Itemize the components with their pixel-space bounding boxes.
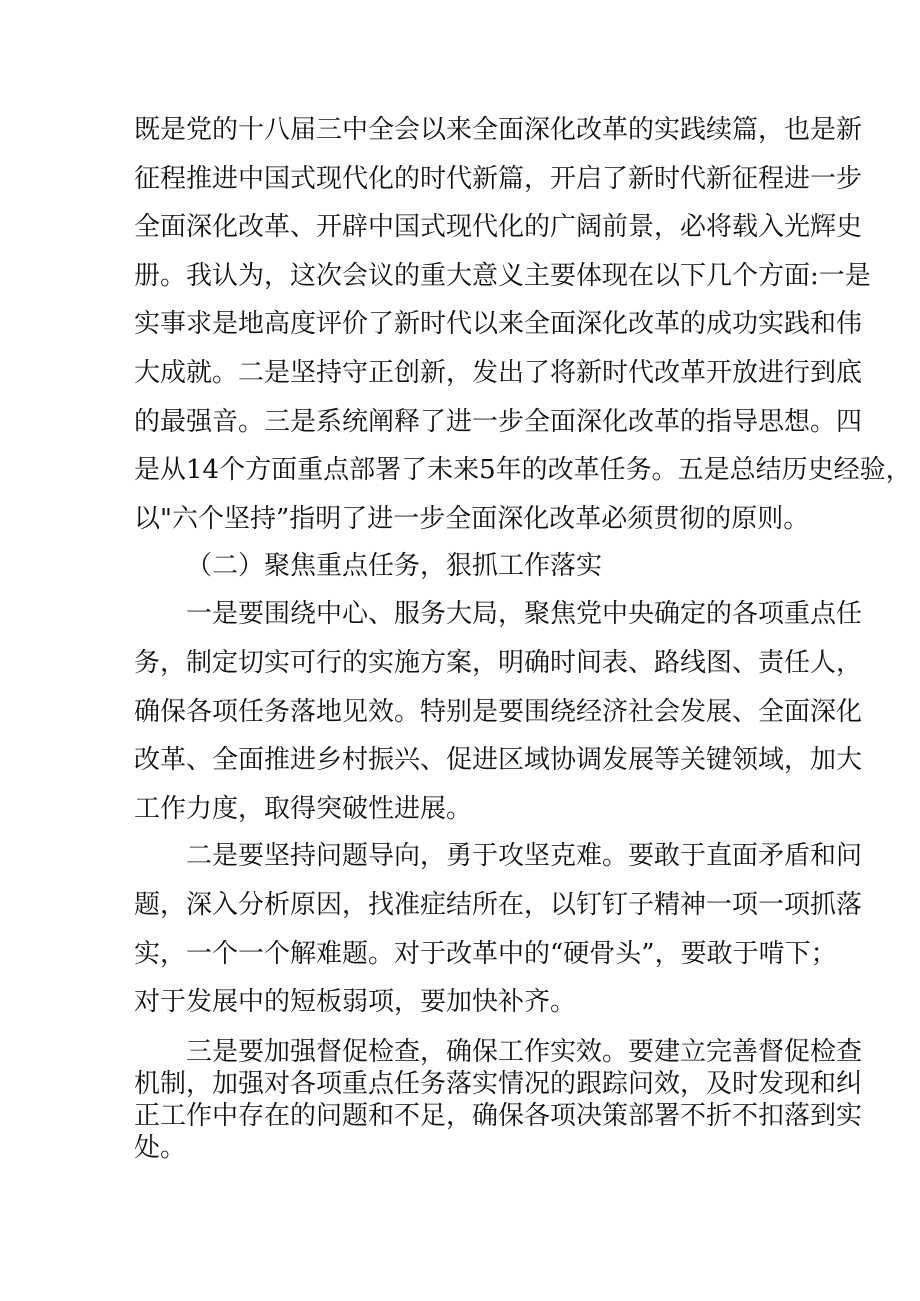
- paragraph-task-three: [134, 1037, 863, 1167]
- paragraph-line: 题，深入分析原因，找准症结所在，以钉钉子精神一项一项抓落: [134, 889, 863, 920]
- paragraph-line: 处。: [134, 1133, 187, 1163]
- paragraph-line: 全面深化改革、开辟中国式现代化的广阔前景，必将载入光辉史: [134, 212, 863, 243]
- paragraph-line: 大成就。二是坚持守正创新，发出了将新时代改革开放进行到底: [134, 357, 863, 388]
- paragraph-line: 正工作中存在的问题和不足，确保各项决策部署不折不扣落到实: [134, 1101, 863, 1131]
- paragraph-line: 三是要加强督促检查，确保工作实效。要建立完善督促检查: [186, 1037, 863, 1067]
- section-heading: （二）聚焦重点任务，狠抓工作落实: [186, 551, 603, 581]
- paragraph-line: 工作力度，取得突破性进展。: [134, 794, 473, 825]
- paragraph-line: 对于发展中的短板弱项，要加快补齐。: [134, 987, 577, 1018]
- paragraph-line: 实，一个一个解难题。对于改革中的“硬骨头”，要敢于啃下；: [134, 938, 837, 969]
- paragraph-line: 是从14个方面重点部署了未来5年的改革任务。五是总结历史经验，: [134, 455, 912, 486]
- paragraph-line: 一是要围绕中心、服务大局，聚焦党中央确定的各项重点任: [186, 599, 863, 629]
- paragraph-line: 既是党的十八届三中全会以来全面深化改革的实践续篇，也是新: [134, 115, 863, 145]
- paragraph-line: 实事求是地高度评价了新时代以来全面深化改革的成功实践和伟: [134, 309, 863, 340]
- paragraph-line: 务，制定切实可行的实施方案，明确时间表、路线图、责任人，: [134, 647, 863, 678]
- paragraph-line: 册。我认为，这次会议的重大意义主要体现在以下几个方面:一是: [134, 260, 871, 291]
- paragraph-task-two: [134, 841, 863, 1038]
- paragraph-line: 改革、全面推进乡村振兴、促进区域协调发展等关键领域，加大: [134, 745, 863, 776]
- paragraph-line: 以"六个坚持”指明了进一步全面深化改革必须贯彻的原则。: [134, 503, 810, 534]
- paragraph-significance: [134, 115, 912, 554]
- paragraph-line: 的最强音。三是系统阐释了进一步全面深化改革的指导思想。四: [134, 406, 863, 437]
- paragraph-task-one: [134, 599, 863, 845]
- paragraph-line: 二是要坚持问题导向，勇于攻坚克难。要敢于直面矛盾和问: [186, 841, 863, 871]
- paragraph-line: 机制，加强对各项重点任务落实情况的跟踪问效，及时发现和纠: [134, 1069, 863, 1099]
- paragraph-line: 征程推进中国式现代化的时代新篇，开启了新时代新征程进一步: [134, 163, 863, 194]
- paragraph-line: 确保各项任务落地见效。特别是要围绕经济社会发展、全面深化: [134, 696, 863, 727]
